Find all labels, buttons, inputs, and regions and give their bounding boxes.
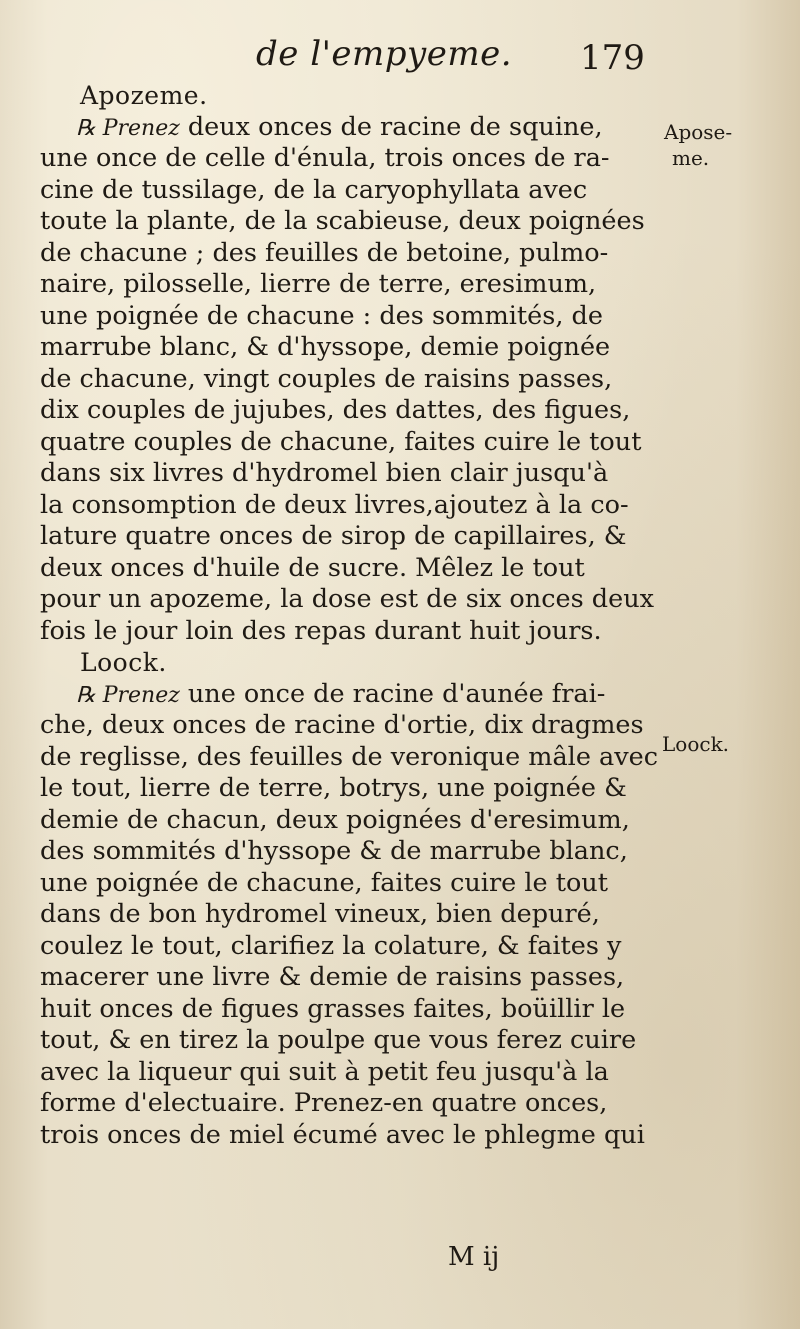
text-line: une poignée de chacune : des sommités, de	[40, 300, 603, 331]
marginal-note-loock: Loock.	[662, 732, 730, 756]
text-line: marrube blanc, & d'hyssope, demie poignée	[40, 332, 611, 362]
text-line: dans de bon hydromel vineux, bien depuré,	[40, 899, 600, 929]
text-line: trois onces de miel écumé avec le phlegme qui	[40, 1119, 645, 1150]
text-line: coulez le tout, clarifiez la colature, & faites y	[40, 930, 622, 961]
text-line: cine de tussilage, de la caryophyllata avec	[40, 174, 588, 205]
text-line: le tout, lierre de terre, botrys, une poignée &	[40, 773, 627, 803]
marginal-note-apozeme-2: me.	[672, 146, 710, 170]
text-line: ℞ Prenez une once de racine d'aunée frai-	[76, 678, 606, 709]
text-line: deux onces d'huile de sucre. Mêlez le tout	[40, 552, 585, 583]
text-line: forme d'electuaire. Prenez-en quatre onces,	[40, 1088, 608, 1118]
text-line: pour un apozeme, la dose est de six onces deux	[40, 584, 654, 614]
text-line: macerer une livre & demie de raisins passes,	[40, 962, 625, 992]
text-line: che, deux onces de racine d'ortie, dix dragmes	[40, 710, 644, 740]
text-line: dix couples de jujubes, des dattes, des figues,	[40, 395, 631, 425]
text-line: lature quatre onces de sirop de capillaires, &	[40, 521, 627, 551]
text-line: naire, pilosselle, lierre de terre, eresimum,	[40, 269, 597, 299]
text-line: des sommités d'hyssope & de marrube blanc,	[40, 836, 628, 866]
text-line: de chacune ; des feuilles de betoine, pulmo-	[40, 237, 609, 268]
text-line: de reglisse, des feuilles de veronique mâle avec	[40, 741, 659, 772]
signature-mark: M ij	[448, 1242, 500, 1272]
text-line: une poignée de chacune, faites cuire le tout	[40, 867, 608, 898]
text-line: tout, & en tirez la poulpe que vous ferez cuire	[40, 1025, 637, 1055]
text-line: toute la plante, de la scabieuse, deux poignées	[40, 206, 645, 236]
recipe-mark: ℞ Prenez	[76, 115, 180, 141]
text-line: fois le jour loin des repas durant huit jours.	[40, 615, 602, 646]
text-line: avec la liqueur qui suit à petit feu jusqu'à la	[40, 1056, 609, 1087]
text-line: demie de chacun, deux poignées d'eresimum,	[40, 804, 630, 835]
text-line: huit onces de figues grasses faites, boüillir le	[40, 993, 626, 1024]
running-title: de l'empyeme.	[256, 34, 513, 74]
text-line: ℞ Prenez deux onces de racine de squine,	[76, 111, 603, 142]
section-heading-loock: Loock.	[80, 648, 167, 677]
marginal-note-apozeme-1: Apose-	[664, 120, 733, 144]
text-line: une once de celle d'énula, trois onces de ra-	[40, 143, 610, 173]
text-line: quatre couples de chacune, faites cuire le tout	[40, 426, 642, 457]
text-line: la consomption de deux livres,ajoutez à la co-	[40, 489, 629, 520]
recipe-mark: ℞ Prenez	[76, 682, 180, 708]
text-line: dans six livres d'hydromel bien clair jusqu'à	[40, 458, 609, 488]
main-text	[40, 80, 659, 1151]
text-line: de chacune, vingt couples de raisins passes,	[40, 363, 613, 394]
section-heading-apozeme: Apozeme.	[80, 81, 208, 110]
page-number: 179	[580, 38, 645, 78]
